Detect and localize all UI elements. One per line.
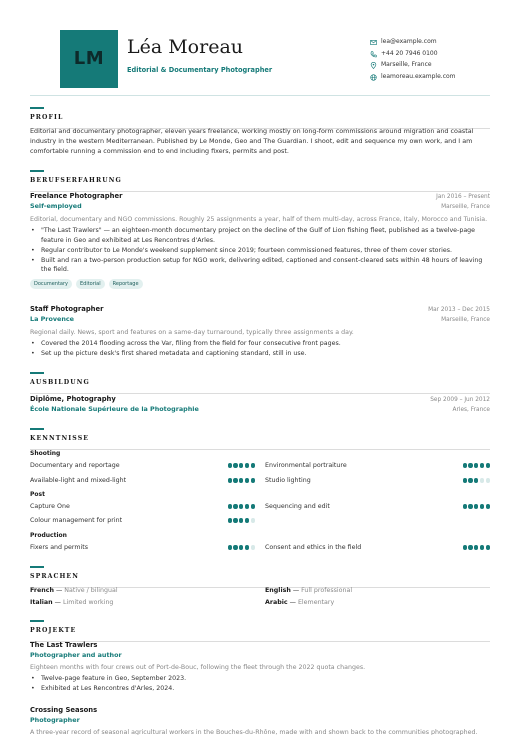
rating-dot-filled: [251, 504, 255, 508]
section-accent-bar: [30, 620, 44, 622]
contact-location: [370, 60, 460, 72]
skill-rating: [228, 463, 255, 467]
skill-name: Documentary and reportage: [30, 462, 120, 469]
skill-rating: [228, 504, 255, 508]
phone-icon: [370, 51, 377, 58]
section-title: KENNTNISSE: [30, 435, 90, 442]
skill-name: Consent and ethics in the field: [265, 544, 362, 551]
skill-rating: [228, 518, 255, 522]
rating-dot-filled: [480, 504, 484, 508]
school-location: Arles, France: [452, 406, 490, 413]
section-title: PROJEKTE: [30, 627, 77, 634]
rating-dot-filled: [486, 545, 490, 549]
job-description: Editorial, documentary and NGO commissions. Roughly 25 assignments a year, half of them multi-day, across France, Italy, Morocco and Tunisia.: [30, 216, 488, 224]
section-experience: [30, 170, 490, 192]
rating-dot-filled: [251, 478, 255, 482]
rating-dot-filled: [474, 545, 478, 549]
rating-dot-filled: [233, 545, 237, 549]
project-title: The Last Trawlers: [30, 641, 98, 649]
rating-dot-filled: [480, 463, 484, 467]
tag-chip: Documentary: [30, 279, 72, 289]
skill-name: Capture One: [30, 503, 70, 510]
section-title: SPRACHEN: [30, 573, 80, 580]
skill-rating: [463, 545, 490, 549]
rating-dot-filled: [228, 504, 232, 508]
section-languages: [30, 566, 490, 588]
contact-block: [370, 37, 460, 83]
rating-dot-empty: [251, 545, 255, 549]
skill-name: Colour management for print: [30, 517, 123, 524]
section-skills: [30, 428, 490, 450]
rating-dot-filled: [245, 518, 249, 522]
project-entry: [30, 706, 490, 735]
section-title: PROFIL: [30, 114, 64, 121]
rating-dot-filled: [233, 518, 237, 522]
skill-rating: [463, 478, 490, 482]
skill-category: Production: [30, 532, 67, 539]
rating-dot-filled: [239, 518, 243, 522]
rating-dot-filled: [245, 478, 249, 482]
rating-dot-filled: [486, 463, 490, 467]
rating-dot-filled: [474, 504, 478, 508]
job-dates: Jan 2016 – Present: [436, 194, 490, 200]
skill-row: [30, 461, 255, 470]
candidate-tagline: Editorial & Documentary Photographer: [127, 66, 273, 74]
rating-dot-filled: [228, 545, 232, 549]
skill-rating: [463, 504, 490, 508]
section-education: [30, 372, 490, 394]
mail-icon: [370, 39, 377, 46]
job-tags: [30, 279, 490, 289]
job-bullets: [30, 339, 490, 359]
rating-dot-empty: [480, 478, 484, 482]
language-name: French: [30, 587, 54, 594]
rating-dot-filled: [463, 545, 467, 549]
project-description: A three-year record of seasonal agricultural workers in the Bouches-du-Rhône, made with and shown back to the communities photographed.: [30, 729, 478, 735]
contact-phone-text: +44 20 7946 0100: [381, 49, 438, 57]
job-title: Freelance Photographer: [30, 192, 123, 200]
rating-dot-filled: [463, 504, 467, 508]
education-entry: [30, 395, 490, 414]
section-projects: [30, 620, 490, 642]
rating-dot-filled: [228, 463, 232, 467]
language-level: Limited working: [62, 599, 114, 606]
section-title: BERUFSERFAHRUNG: [30, 177, 122, 184]
tag-chip: Reportage: [109, 279, 143, 289]
globe-icon: [370, 74, 377, 81]
skill-row: [30, 516, 255, 525]
education-dates: Sep 2009 – Jun 2012: [430, 397, 490, 403]
section-divider: [30, 449, 490, 450]
rating-dot-empty: [251, 518, 255, 522]
job-employer: Self-employed: [30, 201, 82, 210]
rating-dot-filled: [251, 463, 255, 467]
profile-summary: Editorial and documentary photographer, eleven years freelance, working mostly on long-form commissions around migration and coastal industry in the western Mediterranean. Published by Le Monde, Geo and The Guardian. I shoot, edit and sequence my own work, and I am comfortable running a commission end to end including fixers, permits and post.: [30, 127, 474, 155]
language-item: Italian — Limited working: [30, 599, 114, 606]
skill-row: [265, 461, 490, 470]
contact-website[interactable]: [370, 72, 460, 84]
rating-dot-filled: [486, 504, 490, 508]
skill-row: [30, 476, 255, 485]
location-icon: [370, 62, 377, 69]
language-level: Elementary: [297, 599, 335, 606]
rating-dot-filled: [239, 504, 243, 508]
project-description: Eighteen months with four crews out of Port-de-Bouc, following the fleet through the 2022 quota changes.: [30, 664, 366, 672]
skill-row: [265, 476, 490, 485]
job-employer: La Provence: [30, 314, 75, 323]
language-name: Italian: [30, 599, 53, 606]
monogram-badge: LM: [60, 30, 118, 88]
skill-row: [30, 543, 255, 552]
job-bullet: • Regular contributor to Le Monde's weekend supplement since 2019; fourteen commissioned features, three of them cover stories.: [30, 246, 490, 256]
contact-email-text: lea@example.com: [381, 38, 437, 46]
rating-dot-filled: [228, 518, 232, 522]
project-bullet: • Exhibited at Les Rencontres d'Arles, 2024.: [30, 684, 490, 694]
skill-row: [265, 543, 490, 552]
skill-rating: [228, 545, 255, 549]
skill-name: Available-light and mixed-light: [30, 477, 127, 484]
skill-name: Fixers and permits: [30, 544, 89, 551]
rating-dot-filled: [233, 504, 237, 508]
rating-dot-filled: [468, 463, 472, 467]
project-bullets: [30, 674, 490, 694]
rating-dot-filled: [468, 545, 472, 549]
skill-category: Post: [30, 491, 45, 498]
contact-email[interactable]: [370, 37, 460, 49]
rating-dot-filled: [245, 504, 249, 508]
contact-phone[interactable]: [370, 49, 460, 61]
resume-header: [30, 0, 490, 96]
skill-row: [265, 502, 490, 511]
language-level: Native / bilingual: [64, 587, 118, 594]
section-accent-bar: [30, 428, 44, 430]
rating-dot-filled: [233, 478, 237, 482]
skill-rating: [463, 463, 490, 467]
experience-entry: [30, 305, 490, 359]
rating-dot-filled: [239, 463, 243, 467]
section-accent-bar: [30, 107, 44, 109]
language-level: Full professional: [301, 587, 353, 594]
job-bullet: • Built and ran a two-person production setup for NGO work, delivering edited, captioned and consent-cleared sets within 48 hours of leaving the field.: [30, 256, 490, 276]
job-description: Regional daily. News, sport and features on a same-day turnaround, typically three assignments a day.: [30, 329, 354, 337]
rating-dot-filled: [468, 478, 472, 482]
school-name: École Nationale Supérieure de la Photographie: [30, 404, 199, 413]
skill-category: Shooting: [30, 450, 61, 457]
section-title: AUSBILDUNG: [30, 379, 90, 386]
rating-dot-filled: [474, 463, 478, 467]
contact-website-text: leamoreau.example.com: [381, 72, 456, 80]
project-role: Photographer and author: [30, 650, 122, 659]
job-bullet: • Set up the picture desk's first shared metadata and captioning standard, still in use.: [30, 349, 490, 359]
skill-row: [30, 502, 255, 511]
language-name: Arabic: [265, 599, 288, 606]
job-bullet: • Covered the 2014 flooding across the Var, filing from the field for four consecutive front pages.: [30, 339, 490, 349]
rating-dot-filled: [239, 545, 243, 549]
degree-title: Diplôme, Photography: [30, 395, 116, 403]
job-location: Marseille, France: [441, 316, 490, 323]
language-item: English — Full professional: [265, 587, 353, 594]
rating-dot-filled: [480, 545, 484, 549]
experience-entry: [30, 192, 490, 289]
section-accent-bar: [30, 566, 44, 568]
job-location: Marseille, France: [441, 203, 490, 210]
skill-name: Sequencing and edit: [265, 503, 330, 510]
rating-dot-filled: [239, 478, 243, 482]
language-item: French — Native / bilingual: [30, 587, 118, 594]
skill-rating: [228, 478, 255, 482]
rating-dot-filled: [245, 545, 249, 549]
job-bullets: [30, 226, 490, 275]
language-item: Arabic — Elementary: [265, 599, 335, 606]
rating-dot-filled: [463, 478, 467, 482]
project-bullet: • Twelve-page feature in Geo, September 2023.: [30, 674, 490, 684]
tag-chip: Editorial: [76, 279, 105, 289]
section-divider: [30, 393, 490, 394]
candidate-name: Léa Moreau: [127, 36, 244, 58]
rating-dot-empty: [486, 478, 490, 482]
job-title: Staff Photographer: [30, 305, 104, 313]
language-name: English: [265, 587, 291, 594]
skill-name: Studio lighting: [265, 477, 311, 484]
project-title: Crossing Seasons: [30, 706, 98, 714]
project-role: Photographer: [30, 715, 80, 724]
job-bullet: • "The Last Trawlers" — an eighteen-month documentary project on the decline of the Gulf of Lion fishing fleet, published as a twelve-page feature in Geo and exhibited at Les Rencontres d'Arles.: [30, 226, 490, 246]
rating-dot-filled: [245, 463, 249, 467]
rating-dot-filled: [463, 463, 467, 467]
section-profile: [30, 107, 490, 129]
rating-dot-filled: [228, 478, 232, 482]
project-entry: [30, 641, 490, 694]
rating-dot-filled: [474, 478, 478, 482]
rating-dot-filled: [468, 504, 472, 508]
job-dates: Mar 2013 – Dec 2015: [428, 307, 490, 313]
rating-dot-filled: [233, 463, 237, 467]
section-accent-bar: [30, 372, 44, 374]
section-accent-bar: [30, 170, 44, 172]
skill-name: Environmental portraiture: [265, 462, 347, 469]
contact-location-text: Marseille, France: [381, 61, 432, 69]
